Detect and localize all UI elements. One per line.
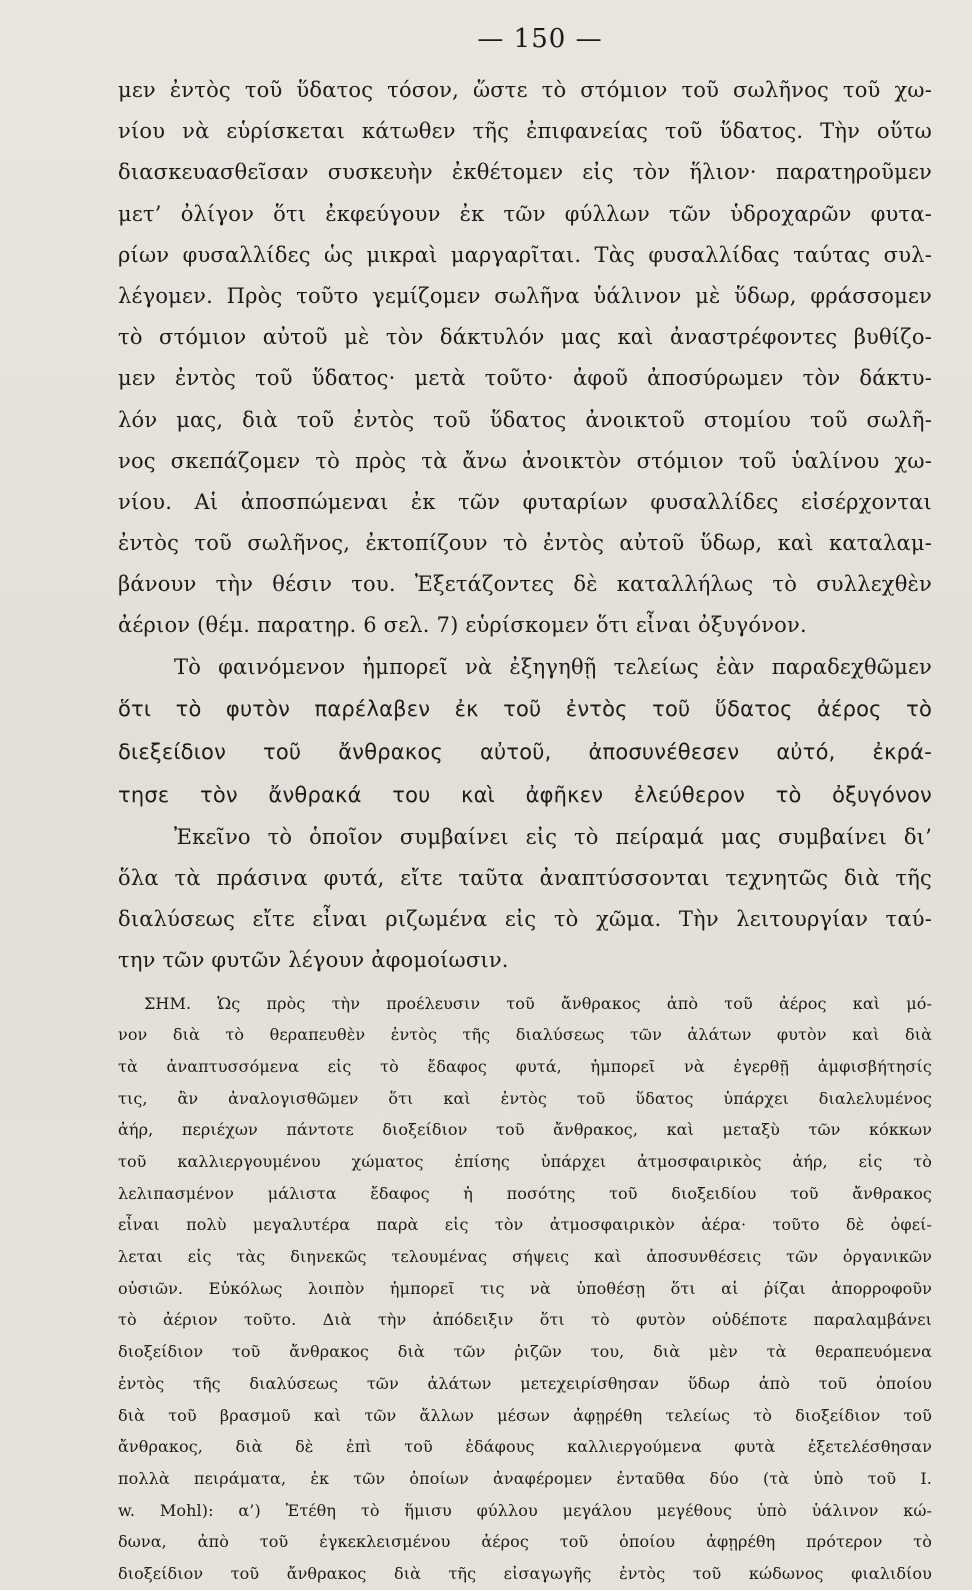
note-line: δωνα, ἀπὸ τοῦ ἐγκεκλεισμένου ἀέρος τοῦ ὁποίου ἀφῃρέθη πρότερον τὸ — [118, 1532, 932, 1552]
text-line: ὅλα τὰ πράσινα φυτά, εἴτε ταῦτα ἀναπτύσσονται τεχνητῶς διὰ τῆς — [118, 866, 932, 890]
note-line: διὰ τοῦ βρασμοῦ καὶ τῶν ἄλλων μέσων ἀφῃρέθη τελείως τὸ διοξείδιον τοῦ — [118, 1405, 932, 1425]
footnote-remark — [118, 988, 932, 1590]
note-line: διοξείδιον τοῦ ἄνθρακος διὰ τῆς εἰσαγωγῆς ἐντὸς τοῦ κώδωνος φιαλιδίου — [118, 1563, 932, 1583]
note-line: λελιπασμένον μάλιστα ἔδαφος ἡ ποσότης τοῦ διοξειδίου τοῦ ἄνθρακος — [118, 1183, 932, 1203]
text-line: βάνουν τὴν θέσιν του. Ἐξετάζοντες δὲ καταλλήλως τὸ συλλεχθὲν — [118, 572, 932, 597]
text-line: ἀέριον (θέμ. παρατηρ. 6 σελ. 7) εὑρίσκομεν ὅτι εἶναι ὀξυγόνον. — [118, 613, 807, 638]
text-line: Τὸ φαινόμενον ἠμπορεῖ νὰ ἐξηγηθῇ τελείως ἐὰν παραδεχθῶμεν — [174, 654, 932, 679]
text-line: μετ’ ὀλίγον ὅτι ἐκφεύγουν ἐκ τῶν φύλλων τῶν ὑδροχαρῶν φυτα- — [118, 201, 932, 226]
text-line: διεξείδιον τοῦ ἄνθρακος αὐτοῦ, ἀποσυνέθεσεν αὐτό, ἐκρά- — [118, 739, 932, 764]
text-line: λόν μας, διὰ τοῦ ἐντὸς τοῦ ὕδατος ἀνοικτοῦ στομίου τοῦ σωλῆ- — [118, 407, 932, 432]
paragraph-explanation — [118, 647, 932, 817]
note-line: τὰ ἀναπτυσσόμενα εἰς τὸ ἔδαφος φυτά, ἠμπορεῖ νὰ ἐγερθῇ ἀμφισβήτησίς — [118, 1056, 932, 1076]
note-line: οὐσιῶν. Εὐκόλως λοιπὸν ἠμπορεῖ τις νὰ ὑποθέσῃ ὅτι αἱ ῥίζαι ἀπορροφοῦν — [118, 1278, 932, 1298]
text-line: την τῶν φυτῶν λέγουν ἀφομοίωσιν. — [118, 948, 509, 973]
text-line: μεν ἐντὸς τοῦ ὕδατος τόσον, ὥστε τὸ στόμιον τοῦ σωλῆνος τοῦ χω- — [118, 78, 932, 102]
text-line: νίου. Αἱ ἀποσπώμεναι ἐκ τῶν φυταρίων φυσαλλίδες εἰσέρχονται — [118, 489, 932, 514]
note-line: νον διὰ τὸ θεραπευθὲν ἐντὸς τῆς διαλύσεως τῶν ἀλάτων φυτὸν καὶ διὰ — [118, 1025, 932, 1045]
text-line: τὸ στόμιον αὐτοῦ μὲ τὸν δάκτυλόν μας καὶ ἀναστρέφοντες βυθίζο- — [118, 325, 932, 350]
text-line: νίου νὰ εὑρίσκεται κάτωθεν τῆς ἐπιφανείας τοῦ ὕδατος. Τὴν οὕτω — [118, 119, 932, 144]
text-line: διασκευασθεῖσαν συσκευὴν ἐκθέτομεν εἰς τὸν ἥλιον· παρατηροῦμεν — [118, 160, 932, 185]
note-line: ἄνθρακος, διὰ δὲ ἐπὶ τοῦ ἐδάφους καλλιεργούμενα φυτὰ ἐξετελέσθησαν — [118, 1437, 932, 1457]
text-line: διαλύσεως εἴτε εἶναι ριζωμένα εἰς τὸ χῶμα. Τὴν λειτουργίαν ταύ- — [118, 907, 932, 932]
text-line: ὅτι τὸ φυτὸν παρέλαβεν ἐκ τοῦ ἐντὸς τοῦ ὕδατος ἀέρος τὸ — [118, 696, 932, 721]
text-line: τησε τὸν ἄνθρακά του καὶ ἀφῆκεν ἐλεύθερον τὸ ὀξυγόνον — [118, 782, 932, 807]
text-line: Ἐκεῖνο τὸ ὁποῖον συμβαίνει εἰς τὸ πείραμά μας συμβαίνει δι’ — [174, 824, 932, 849]
text-line: νος σκεπάζομεν τὸ πρὸς τὰ ἄνω ἀνοικτὸν στόμιον τοῦ ὑαλίνου χω- — [118, 448, 932, 473]
text-line: λέγομεν. Πρὸς τοῦτο γεμίζομεν σωλῆνα ὑάλινον μὲ ὕδωρ, φράσσομεν — [118, 283, 932, 308]
page-number: — 150 — — [477, 24, 603, 54]
note-line: τὸ ἀέριον τοῦτο. Διὰ τὴν ἀπόδειξιν ὅτι τὸ φυτὸν οὐδέποτε παραλαμβάνει — [118, 1310, 932, 1330]
text-line: ρίων φυσαλλίδες ὡς μικραὶ μαργαρῖται. Τὰς φυσαλλίδας ταύτας συλ- — [118, 242, 932, 267]
text-line: ἐντὸς τοῦ σωλῆνος, ἐκτοπίζουν τὸ ἐντὸς αὐτοῦ ὕδωρ, καὶ καταλαμ- — [118, 531, 932, 556]
paragraph-experiment — [118, 70, 932, 647]
note-line: ἐντὸς τῆς διαλύσεως τῶν ἀλάτων μετεχειρίσθησαν ὕδωρ ἀπὸ τοῦ ὁποίου — [118, 1373, 932, 1393]
note-line: πολλὰ πειράματα, ἐκ τῶν ὁποίων ἀναφέρομεν ἐνταῦθα δύο (τὰ ὑπὸ τοῦ Ι. — [118, 1468, 932, 1488]
text-line: μεν ἐντὸς τοῦ ὕδατος· μετὰ τοῦτο· ἀφοῦ ἀποσύρωμεν τὸν δάκτυ- — [118, 366, 932, 391]
note-line: λεται εἰς τὰς διηνεκῶς τελουμένας σήψεις καὶ ἀποσυνθέσεις τῶν ὀργανικῶν — [118, 1247, 932, 1267]
note-line: ἀήρ, περιέχων πάντοτε διοξείδιον τοῦ ἄνθρακος, καὶ μεταξὺ τῶν κόκκων — [118, 1120, 932, 1140]
paragraph-assimilation — [118, 817, 932, 982]
note-line: εἶναι πολὺ μεγαλυτέρα παρὰ εἰς τὸν ἀτμοσφαιρικὸν ἀέρα· τοῦτο δὲ ὀφεί- — [118, 1215, 932, 1235]
note-line: τοῦ καλλιεργουμένου χώματος ἐπίσης ὑπάρχει ἀτμοσφαιρικὸς ἀήρ, εἰς τὸ — [118, 1152, 932, 1171]
note-line: w. Mohl): α’) Ἐτέθη τὸ ἥμισυ φύλλου μεγάλου μεγέθους ὑπὸ ὑάλινον κώ- — [118, 1500, 932, 1520]
note-line: διοξείδιον τοῦ ἄνθρακος διὰ τῶν ῥιζῶν του, διὰ μὲν τὰ θεραπευόμενα — [118, 1342, 932, 1362]
note-line: τις, ἂν ἀναλογισθῶμεν ὅτι καὶ ἐντὸς τοῦ ὕδατος ὑπάρχει διαλελυμένος — [118, 1088, 932, 1108]
note-line: ΣΗΜ. Ὡς πρὸς τὴν προέλευσιν τοῦ ἄνθρακος ἀπὸ τοῦ ἀέρος καὶ μό- — [144, 993, 932, 1013]
